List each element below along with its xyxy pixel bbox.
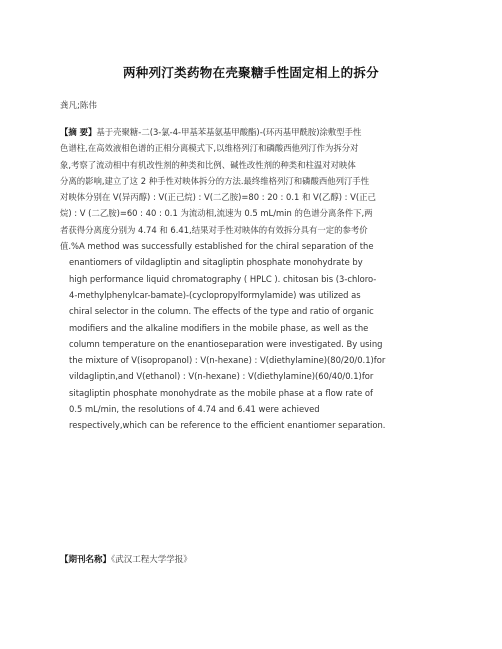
abstract-label: 【摘 要】: [60, 127, 97, 137]
journal-label: 【期刊名称】: [60, 555, 112, 565]
abstract-line: enantiomers of vildagliptin and sitagliptin phosphate monohydrate by: [69, 257, 363, 268]
abstract-line: respectively,which can be reference to the efficient enantiomer separation.: [69, 420, 386, 431]
abstract-line: modifiers and the alkaline modifiers in the mobile phase, as well as the: [69, 322, 369, 333]
abstract-line: the mixture of V(isopropanol) : V(n-hexane) : V(diethylamine)(80/20/0.1)for: [69, 355, 386, 366]
abstract-line: 分离的影响,建立了这 2 种手性对映体拆分的方法.最终维格列汀和磷酸西他列汀手性: [60, 175, 370, 186]
abstract-line: 象,考察了流动相中有机改性剂的种类和比例、碱性改性剂的种类和柱温对对映体: [60, 159, 356, 170]
abstract-line: 值.%A method was successfully established for the chiral separation of the: [60, 241, 374, 252]
abstract-line: chiral selector in the column. The effects of the type and ratio of organic: [69, 306, 374, 317]
abstract-line: column temperature on the enantioseparation were investigated. By using: [69, 338, 383, 349]
abstract-line: 色谱柱,在高效液相色谱的正相分离模式下,以维格列汀和磷酸西他列汀作为拆分对: [60, 143, 359, 154]
abstract-section: [60, 124, 440, 434]
abstract-line: 4-methylphenylcar-bamate)-(cyclopropylformylamide) was utilized as: [69, 289, 361, 300]
journal-info: [60, 553, 192, 565]
abstract-line: high performance liquid chromatography ( HPLC ). chitosan bis (3-chloro-: [69, 273, 377, 284]
abstract-line: 对映体分别在 V(异丙醇) : V(正己烷) : V(二乙胺)=80 : 20 : 0.1 和 V(乙醇) : V(正己: [60, 192, 376, 203]
paper-title: 两种列汀类药物在壳聚糖手性固定相上的拆分: [122, 65, 379, 80]
abstract-line: 者获得分离度分别为 4.74 和 6.41,结果对手性对映体的有效拆分具有一定的参考价: [60, 224, 368, 235]
abstract-line: 0.5 mL/min, the resolutions of 4.74 and 6.41 were achieved: [69, 404, 320, 415]
abstract-line: vildagliptin,and V(ethanol) : V(n-hexane) : V(diethylamine)(60/40/0.1)for: [69, 371, 374, 382]
abstract-line: sitagliptin phosphate monohydrate as the mobile phase at a flow rate of: [69, 387, 374, 398]
abstract-text: 基于壳聚糖-二(3-氯-4-甲基苯基氨基甲酸酯)-(环丙基甲酰胺)涂敷型手性: [96, 127, 362, 137]
abstract-line: 烷) : V (二乙胺)=60 : 40 : 0.1 为流动相,流速为 0.5 mL/min 的色谱分离条件下,两: [60, 208, 373, 219]
abstract-line-1: [60, 124, 440, 140]
journal-name: 《武汉工程大学学报》: [111, 555, 192, 565]
paper-authors: 龚凡;陈伟: [60, 101, 97, 111]
